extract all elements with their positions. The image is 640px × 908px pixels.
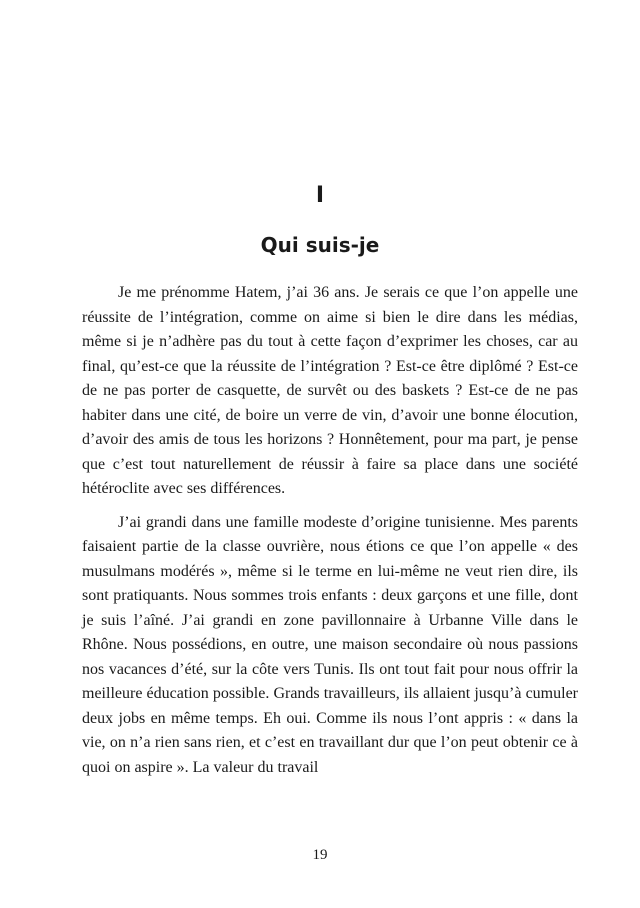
- paragraph-1: Je me prénomme Hatem, j’ai 36 ans. Je serais ce que l’on appelle une réussite de l’intégration, comme on aime si bien le dire dans les médias, même si je n’adhère pas du tout à cette façon d’exprimer les choses, car au final, qu’est-ce que la réussite de l’intégration ? Est-ce être diplômé ? Est-ce de ne pas porter de casquette, de survêt ou des baskets ? Est-ce de ne pas habiter dans une cité, de boire un verre de vin, d’avoir une bonne élocution, d’avoir des amis de tous les horizons ? Honnêtement, pour ma part, je pense que c’est tout naturellement de réussir à faire sa place dans une société hétéroclite avec ses différences.: [82, 284, 578, 497]
- body-text: [82, 281, 578, 780]
- page-number: 19: [312, 847, 328, 863]
- paragraph-2: J’ai grandi dans une famille modeste d’origine tunisienne. Mes parents faisaient partie de la classe ouvrière, nous étions ce que l’on appelle « des musulmans modérés », même si le terme en lui-même ne veut rien dire, ils sont pratiquants. Nous sommes trois enfants : deux garçons et une fille, dont je suis l’aîné. J’ai grandi en zone pavillonnaire à Urbanne Ville dans le Rhône. Nous possédions, en outre, une maison secondaire où nous passions nos vacances d’été, sur la côte vers Tunis. Ils ont tout fait pour nous offrir la meilleure éducation possible. Grands travailleurs, ils allaient jusqu’à cumuler deux jobs en même temps. Eh oui. Comme ils nous l’ont appris : « dans la vie, on n’a rien sans rien, et c’est en travaillant dur que l’on peut obtenir ce à quoi on aspire ». La valeur du travail: [82, 513, 578, 776]
- chapter-number: I: [315, 183, 325, 208]
- chapter-title: Qui suis-je: [260, 233, 380, 257]
